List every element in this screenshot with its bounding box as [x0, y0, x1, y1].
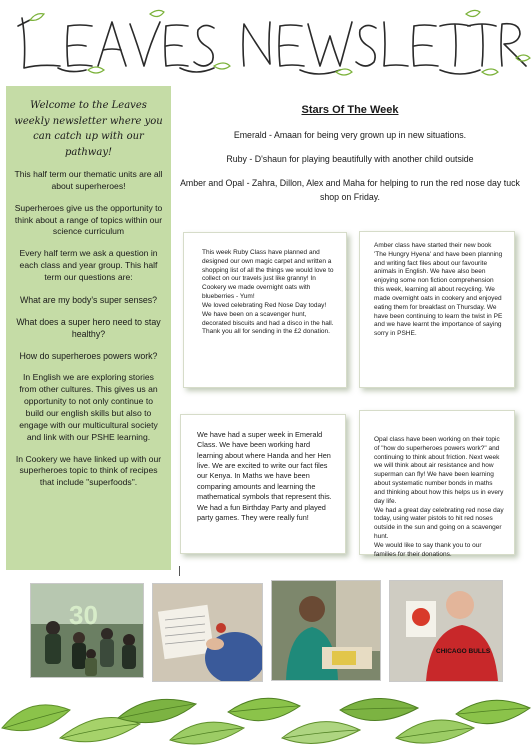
- star-amber-opal: Amber and Opal - Zahra, Dillon, Alex and Maha for helping to run the red nose day tuck shop on Friday.: [180, 178, 520, 202]
- svg-text:30: 30: [69, 600, 98, 630]
- shirt-text: CHICAGO BULLS: [436, 648, 491, 655]
- intro-sidebar: [6, 86, 171, 570]
- title-lettering: [0, 0, 532, 88]
- amber-class-text: Amber class have started their new book 'The Hungry Hyena' and have been planning and writing fact files about our favourite animals in English. We have also been enjoying some non fiction comprehension this week, learning all about recycling. We made overnight oats in cookery and enjoyed eating them for breakfast on Thursday. We have been continuing to learn the twist in PE and we have learnt the importance of saying sorry in PSHE.: [374, 242, 503, 338]
- stars-heading: Stars Of The Week: [301, 104, 399, 116]
- question-intro-text: Every half term we ask a question in each class and year group. This half term our questions are:: [19, 248, 158, 283]
- emerald-class-box: [180, 414, 346, 554]
- opal-para-1: Opal class have been working on their topic of "how do superheroes powers work?" and continuing to think about friction. Next week we will think about air resistance and how superman can fly! We have been learning about systematic number bonds in maths and thinking about how this helps us in every day life.: [374, 436, 504, 505]
- opal-class-box: [359, 410, 515, 558]
- welcome-text: Welcome to the Leaves weekly newsletter where you can catch up with our pathway!: [14, 100, 163, 158]
- opal-class-text: [374, 436, 504, 560]
- question-3: How do superheroes powers work?: [19, 351, 158, 362]
- opal-para-2: We had a great day celebrating red nose day today, using water pistols to hit red noses outside in the sun and going on a scavenger hunt.: [374, 506, 504, 541]
- leaves-illustration: [0, 688, 532, 749]
- text-cursor-mark: [179, 566, 180, 576]
- ruby-class-box: [183, 232, 347, 388]
- leaf-footer-border: [0, 688, 532, 749]
- superheroes-text: Superheroes give us the opportunity to think about a range of topics within our science curriculum: [14, 202, 163, 237]
- star-emerald: Emerald - Amaan for being very grown up in new situations.: [233, 130, 467, 140]
- cookery-text: In Cookery we have linked up with our superheroes topic to think of recipes that include "superfoods".: [15, 453, 162, 488]
- photo-boy-cooking: [271, 580, 381, 681]
- emerald-class-text: We have had a super week in Emerald Class. We have been working hard learning about where Handa and her Hen live. We are excited to write our fact files our Kenya. In Maths we have been comparing amounts and learning the mathematical symbols that represent this. We had a fun Birthday Party and played party games. They were really fun!: [197, 430, 332, 522]
- photo-child-writing: [152, 583, 263, 682]
- english-text: In English we are exploring stories from other cultures. This gives us an opportunity to not only continue to build our english skills but also to engage with our multicultural society and link with our PSHE learning.: [19, 372, 158, 442]
- opal-para-3: We would like to say thank you to our families for their donations.: [374, 541, 482, 558]
- amber-class-box: [359, 231, 515, 388]
- ruby-class-text: This week Ruby Class have planned and designed our own magic carpet and written a shopping list of all the things we would love to collect on our travels just like granny! In Cookery we made overnight oats with blueberries - Yum! We loved celebrating Red Nose Day today! We have been on a scavenger hunt, decorated biscuits and had a disco in the hall. Thank you all for sending in the £2 donation.: [202, 249, 334, 336]
- newsletter-header: [0, 0, 532, 88]
- photo-children-in-hall: [30, 583, 144, 678]
- thematic-units-text: This half term our thematic units are all about superheroes!: [14, 169, 163, 191]
- question-1: What are my body's super senses?: [19, 294, 158, 305]
- star-ruby: Ruby - D'shaun for playing beautifully with another child outside: [226, 154, 474, 165]
- question-2: What does a super hero need to stay healthy?: [16, 317, 161, 340]
- stars-of-the-week: [180, 104, 520, 215]
- photo-boy-red-nose: [389, 580, 503, 682]
